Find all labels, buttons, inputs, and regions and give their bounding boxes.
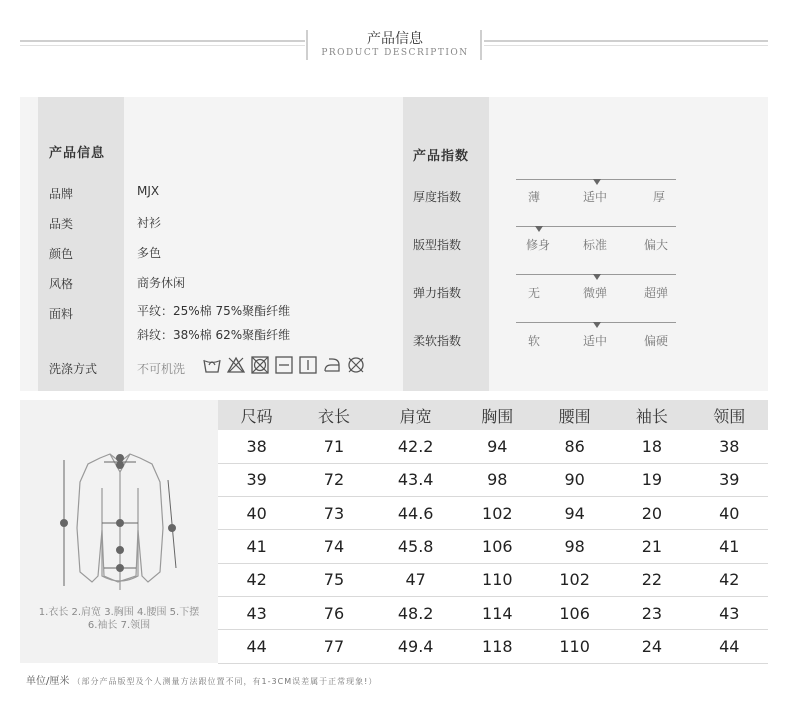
- table-cell: 40: [218, 497, 295, 530]
- info-label: 品牌: [49, 187, 74, 201]
- table-cell: 49.4: [373, 630, 459, 663]
- info-label: 颜色: [49, 247, 74, 261]
- index-heading: 产品指数: [413, 149, 470, 164]
- no-dry-clean-icon: [346, 356, 366, 374]
- table-cell: 41: [218, 530, 295, 563]
- size-table-header: [218, 400, 768, 430]
- info-value: 衬衫: [137, 216, 162, 230]
- table-cell: 39: [218, 463, 295, 496]
- table-cell: 18: [613, 430, 690, 463]
- column-header: 尺码: [218, 400, 295, 430]
- table-row: [218, 430, 768, 463]
- index-option: 无: [528, 286, 541, 300]
- index-option: 偏硬: [644, 334, 669, 348]
- index-label: 柔软指数: [413, 334, 462, 348]
- index-option: 超弹: [644, 286, 669, 300]
- index-marker: [593, 179, 601, 185]
- table-cell: 24: [613, 630, 690, 663]
- info-label: 面料: [49, 307, 74, 321]
- section-title: 产品信息: [367, 31, 423, 47]
- fabric-line-2: 斜纹：38%棉 62%聚酯纤维: [137, 328, 291, 342]
- table-cell: 110: [459, 563, 536, 596]
- table-cell: 43: [691, 596, 768, 629]
- column-header: 胸围: [459, 400, 536, 430]
- table-cell: 118: [459, 630, 536, 663]
- table-cell: 48.2: [373, 596, 459, 629]
- no-bleach-icon: [226, 356, 246, 374]
- unit-note: [26, 672, 377, 687]
- table-cell: 43.4: [373, 463, 459, 496]
- index-marker: [593, 322, 601, 328]
- column-header: 腰围: [536, 400, 613, 430]
- info-value: 商务休闲: [137, 276, 186, 290]
- table-cell: 19: [613, 463, 690, 496]
- hand-wash-icon: [202, 356, 222, 374]
- table-cell: 110: [536, 630, 613, 663]
- index-option: 微弹: [583, 286, 608, 300]
- table-cell: 44.6: [373, 497, 459, 530]
- table-cell: 106: [536, 596, 613, 629]
- table-cell: 94: [536, 497, 613, 530]
- line-dry-icon: [298, 356, 318, 374]
- table-cell: 75: [295, 563, 372, 596]
- info-value: 多色: [137, 246, 162, 260]
- iron-icon: [322, 356, 342, 374]
- table-cell: 102: [459, 497, 536, 530]
- column-header: 衣长: [295, 400, 372, 430]
- index-label: 厚度指数: [413, 190, 462, 204]
- index-option: 适中: [583, 190, 608, 204]
- info-value: MJX: [137, 184, 160, 198]
- table-cell: 71: [295, 430, 372, 463]
- table-cell: 40: [691, 497, 768, 530]
- index-marker: [535, 226, 543, 232]
- column-header: 领围: [691, 400, 768, 430]
- table-cell: 102: [536, 563, 613, 596]
- info-label: 品类: [49, 217, 74, 231]
- diagram-caption: [20, 606, 218, 632]
- table-cell: 73: [295, 497, 372, 530]
- unit-label: 单位/厘米: [26, 676, 70, 687]
- table-cell: 20: [613, 497, 690, 530]
- flat-dry-icon: [274, 356, 294, 374]
- wash-label: 洗涤方式: [49, 362, 98, 376]
- table-cell: 114: [459, 596, 536, 629]
- diagram-caption-line: 1.衣长 2.肩宽 3.胸围 4.腰围 5.下摆: [38, 607, 200, 618]
- table-cell: 42: [218, 563, 295, 596]
- index-option: 标准: [583, 238, 608, 252]
- unit-disclaimer: （部分产品版型及个人测量方法跟位置不同，有1-3CM误差属于正常现象!）: [72, 677, 378, 686]
- table-row: [218, 530, 768, 563]
- table-cell: 45.8: [373, 530, 459, 563]
- table-cell: 21: [613, 530, 690, 563]
- section-subtitle: PRODUCT DESCRIPTION: [321, 48, 469, 58]
- table-cell: 42: [691, 563, 768, 596]
- table-row: [218, 596, 768, 629]
- table-cell: 77: [295, 630, 372, 663]
- table-cell: 39: [691, 463, 768, 496]
- index-option: 薄: [528, 190, 541, 204]
- table-cell: 42.2: [373, 430, 459, 463]
- info-label: 风格: [49, 277, 74, 291]
- table-cell: 22: [613, 563, 690, 596]
- index-option: 厚: [653, 190, 666, 204]
- index-label: 弹力指数: [413, 286, 462, 300]
- column-header: 袖长: [613, 400, 690, 430]
- index-option: 偏大: [644, 238, 669, 252]
- table-cell: 44: [691, 630, 768, 663]
- table-cell: 94: [459, 430, 536, 463]
- table-row: [218, 497, 768, 530]
- no-tumble-dry-icon: [250, 356, 270, 374]
- table-row: [218, 630, 768, 663]
- diagram-caption-line: 6.袖长 7.领围: [87, 620, 151, 631]
- shirt-measure-icon: [20, 400, 218, 605]
- table-cell: 98: [459, 463, 536, 496]
- table-cell: 86: [536, 430, 613, 463]
- column-header: 肩宽: [373, 400, 459, 430]
- table-cell: 47: [373, 563, 459, 596]
- table-cell: 44: [218, 630, 295, 663]
- section-header: [0, 22, 790, 62]
- index-option: 适中: [583, 334, 608, 348]
- table-row: [218, 563, 768, 596]
- table-cell: 98: [536, 530, 613, 563]
- size-table: [218, 400, 768, 664]
- table-cell: 72: [295, 463, 372, 496]
- table-cell: 74: [295, 530, 372, 563]
- table-cell: 106: [459, 530, 536, 563]
- index-marker: [593, 274, 601, 280]
- table-row: [218, 463, 768, 496]
- table-cell: 90: [536, 463, 613, 496]
- info-heading: 产品信息: [49, 146, 106, 161]
- index-option: 软: [528, 334, 541, 348]
- wash-value: 不可机洗: [137, 362, 186, 376]
- table-cell: 23: [613, 596, 690, 629]
- info-value: 平纹：25%棉 75%聚酯纤维: [137, 304, 291, 318]
- table-cell: 43: [218, 596, 295, 629]
- index-label: 版型指数: [413, 238, 462, 252]
- table-cell: 38: [218, 430, 295, 463]
- index-option: 修身: [526, 238, 551, 252]
- table-cell: 41: [691, 530, 768, 563]
- wash-icons: [202, 356, 366, 374]
- table-cell: 38: [691, 430, 768, 463]
- table-cell: 76: [295, 596, 372, 629]
